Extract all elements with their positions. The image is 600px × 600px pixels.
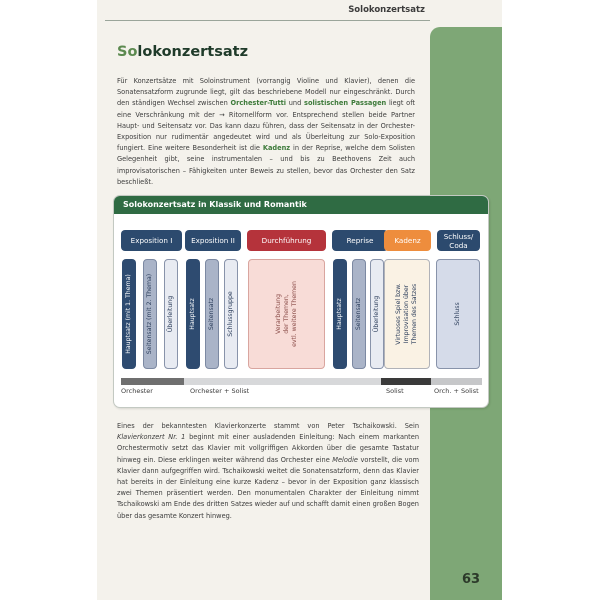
strip-orch-solist — [431, 378, 482, 385]
bar-label: Seitensatz — [208, 297, 215, 331]
text-run: liegt oft eine Verschränkung mit der → Ritornellform vor. Entsprechend stellen beide Partner Haupt- und Seitensatz vor. Das kann dazu führen, dass der Seitensatz in der Orchester-Exposition nur rudimentär angedeutet wird und als Überleitung zur Solo-Exposition fungiert. Eine weitere Besonderheit ist die — [117, 99, 415, 153]
category-exposition-1: Exposition I — [121, 230, 182, 251]
section-title-rest: lokonzertsatz — [137, 44, 249, 60]
label-orch-solist: Orch. + Solist — [434, 387, 479, 395]
bar-seitensatz-3 — [352, 259, 366, 369]
sonata-form-diagram — [113, 195, 489, 408]
category-reprise: Reprise — [332, 230, 388, 251]
bar-ueberleitung-2 — [370, 259, 384, 369]
section-title — [117, 44, 248, 60]
text-run: Eines der bekanntesten Klavierkonzerte stammt von Peter Tschaikowski. Sein — [117, 422, 419, 430]
paragraph-2 — [117, 421, 419, 522]
category-schluss-coda: Schluss/ Coda — [437, 230, 480, 251]
text-run: und — [286, 99, 305, 108]
bar-label: Überleitung — [167, 295, 174, 333]
text-run: vorstellt, die vom Klavier dann aufgegriffen wird. Tschaikowski weitet die Sonatensatzform, denn das Klavier hat bereits in der Einleitung eine kurze Kadenz – bevor in der Exposition ganz klassisch zwei Themen präsentiert werden. Den monumentalen Charakter der Einleitung nimmt Tschaikowski am Ende des dritten Satzes wieder auf und schafft damit einen großen Bogen über das gesamte Konzert hinweg. — [117, 455, 419, 520]
running-head: Solokonzertsatz — [348, 5, 425, 15]
strip-orchester — [121, 378, 184, 385]
text-run: in der Reprise, welche dem Solisten Gelegenheit gibt, seine instrumentalen – und bis zu Beethovens Zeit auch improvisatorischen – Fähigkeiten unter Beweis zu stellen, bevor das Orchester den Satz beschließt. — [117, 144, 415, 186]
bar-virtuoses-spiel — [384, 259, 430, 369]
text-run: beginnt mit einer ausladenden Einleitung: Nach einem markanten Orchestermotiv setzt das Klavier mit vollgriffigen Akkorden über die gesamte Tastatur hinweg ein. Diese erklingen weiter während das Orchester eine — [117, 433, 419, 464]
diagram-title: Solokonzertsatz in Klassik und Romantik — [114, 196, 488, 214]
bar-hauptsatz-3 — [333, 259, 347, 369]
bar-label: Seitensatz — [355, 297, 362, 331]
label-orchester-solist: Orchester + Solist — [190, 387, 250, 395]
bar-hauptsatz-1-thema — [122, 259, 136, 369]
bar-schluss — [436, 259, 480, 369]
label-orchester: Orchester — [121, 387, 153, 395]
bar-label: Hauptsatz — [189, 298, 196, 330]
category-kadenz: Kadenz — [384, 230, 431, 251]
paragraph-1 — [117, 76, 415, 188]
category-durchfuehrung: Durchführung — [247, 230, 326, 251]
category-exposition-2: Exposition II — [185, 230, 241, 251]
page-number: 63 — [462, 572, 481, 587]
bar-label: Virtuoses Spiel bzw. Improvisation über Themen des Satzes — [395, 283, 418, 345]
bar-label: Schlussgruppe — [227, 291, 234, 337]
bar-label: Seitensatz (mit 2. Thema) — [146, 273, 153, 355]
text-run: Für Konzertsätze mit Soloinstrument (vorrangig Violine und Klavier), denen die Sonatensatzform zugrunde liegt, gilt das beschriebene Modell nur eingeschränkt. Durch den ständigen Wechsel zwischen — [117, 77, 415, 108]
emphasized-term: Melodie — [332, 455, 358, 464]
bar-hauptsatz-2 — [186, 259, 200, 369]
bar-seitensatz-2 — [205, 259, 219, 369]
section-title-accent: So — [117, 44, 138, 60]
bar-label: Schluss — [454, 302, 461, 326]
bar-label: Überleitung — [373, 295, 380, 333]
bar-label: Hauptsatz (mit 1. Thema) — [125, 274, 132, 354]
bar-schlussgruppe — [224, 259, 238, 369]
bar-verarbeitung — [248, 259, 325, 369]
highlighted-term: Orchester-Tutti — [230, 99, 287, 108]
bar-label: Hauptsatz — [336, 298, 343, 330]
highlighted-term: Kadenz — [262, 144, 291, 153]
bar-label: Verarbeitung der Themen, evtl. weitere Themen — [274, 281, 298, 347]
bar-ueberleitung-1 — [164, 259, 178, 369]
strip-solist — [381, 378, 431, 385]
emphasized-term: Klavierkonzert Nr. 1 — [117, 433, 186, 442]
header-rule — [105, 20, 430, 21]
highlighted-term: solistischen Passagen — [304, 99, 387, 108]
bar-seitensatz-2-thema — [143, 259, 157, 369]
label-solist: Solist — [386, 387, 404, 395]
strip-orchester-solist — [184, 378, 381, 385]
